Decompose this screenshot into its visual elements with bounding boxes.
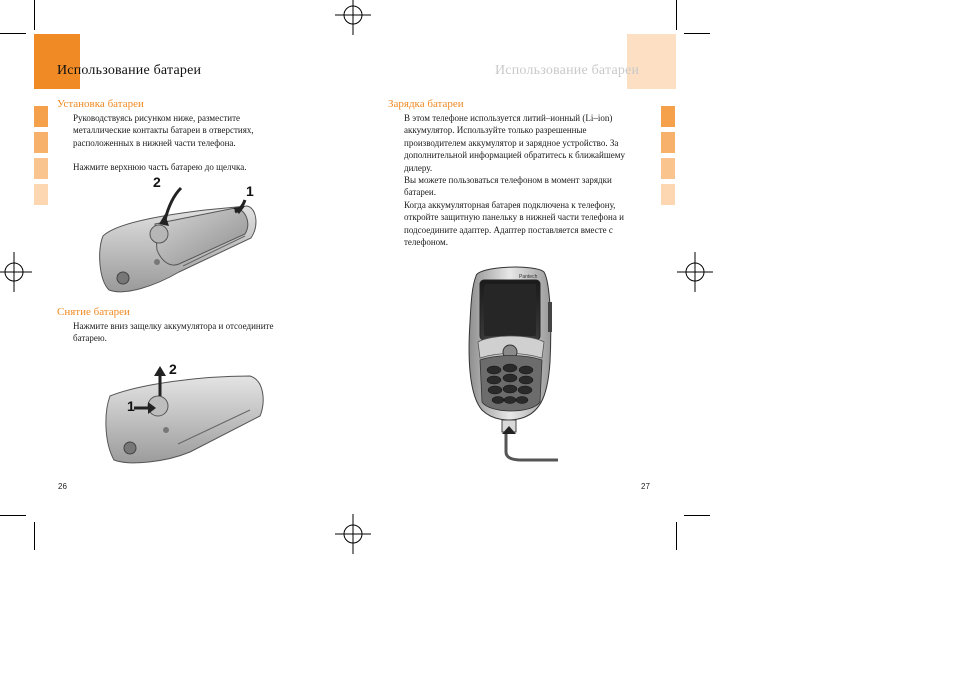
crop-mark	[676, 0, 677, 30]
section-tab	[34, 106, 48, 127]
section-tab	[661, 132, 675, 153]
section-heading-remove: Снятие батареи	[57, 306, 130, 318]
page-number: 27	[641, 482, 650, 491]
paragraph-line: Когда аккумуляторная батарея подключена к телефону,	[404, 199, 616, 210]
crop-mark	[34, 0, 35, 30]
paragraph-line: металлические контакты батареи в отверстиях,	[73, 125, 254, 136]
paragraph-line: дополнительной информацией обратитесь к ближайшему	[404, 150, 625, 161]
paragraph-line: откройте защитную панельку в нижней части телефона и	[404, 212, 624, 223]
paragraph-line: Вы можете пользоваться телефоном в момент зарядки	[404, 175, 612, 186]
registration-mark-icon	[333, 0, 373, 35]
paragraph-line: В этом телефоне используется литий–ионный (Li–ion)	[404, 113, 613, 123]
figure-label-2: 2	[169, 361, 177, 377]
registration-mark-icon	[333, 514, 373, 554]
remove-paragraph	[73, 320, 273, 345]
paragraph-line: аккумулятор. Используйте только разрешенные	[404, 125, 587, 136]
install-paragraph	[73, 112, 254, 149]
section-heading-install: Установка батареи	[57, 98, 144, 110]
figure-label-1: 1	[127, 398, 135, 414]
install-note: Нажмите верхнюю часть батарею до щелчка.	[73, 162, 247, 172]
phone-brand-label: Pantech	[519, 274, 538, 280]
section-tab	[34, 158, 48, 179]
section-tab	[661, 184, 675, 205]
figure-label-1: 1	[246, 183, 254, 199]
paragraph-line: расположенных в нижней части телефона.	[73, 137, 236, 148]
registration-mark-icon	[675, 252, 715, 292]
battery-remove-illustration	[100, 362, 270, 466]
section-tab	[34, 184, 48, 205]
registration-mark-icon	[0, 252, 34, 292]
charge-paragraph	[404, 112, 625, 248]
crop-mark	[0, 33, 26, 34]
battery-install-illustration	[95, 176, 265, 300]
paragraph-line: подсоедините адаптер. Адаптер поставляется вместе с	[404, 224, 613, 235]
paragraph-line: батарею.	[73, 333, 107, 344]
paragraph-line: Руководствуясь рисунком ниже, разместите	[73, 113, 240, 123]
paragraph-line: дилеру.	[404, 162, 433, 173]
crop-mark	[684, 515, 710, 516]
section-tab	[661, 158, 675, 179]
page-number: 26	[58, 482, 67, 491]
crop-mark	[34, 522, 35, 550]
page-title: Использование батареи	[495, 63, 640, 78]
section-tab	[34, 132, 48, 153]
paragraph-line: производителем аккумулятор и зарядное устройство. За	[404, 137, 619, 148]
figure-label-2: 2	[153, 174, 161, 190]
paragraph-line: Нажмите вниз защелку аккумулятора и отсоедините	[73, 321, 274, 331]
section-tab	[661, 106, 675, 127]
crop-mark	[684, 33, 710, 34]
crop-mark	[676, 522, 677, 550]
header-accent-block	[34, 34, 80, 89]
phone-charging-illustration	[462, 262, 562, 464]
header-accent-block	[627, 34, 676, 89]
paragraph-line: телефоном.	[404, 237, 448, 248]
section-heading-charge: Зарядка батареи	[388, 98, 464, 110]
paragraph-line: батареи.	[404, 187, 436, 198]
crop-mark	[0, 515, 26, 516]
page-title: Использование батареи	[57, 63, 202, 78]
